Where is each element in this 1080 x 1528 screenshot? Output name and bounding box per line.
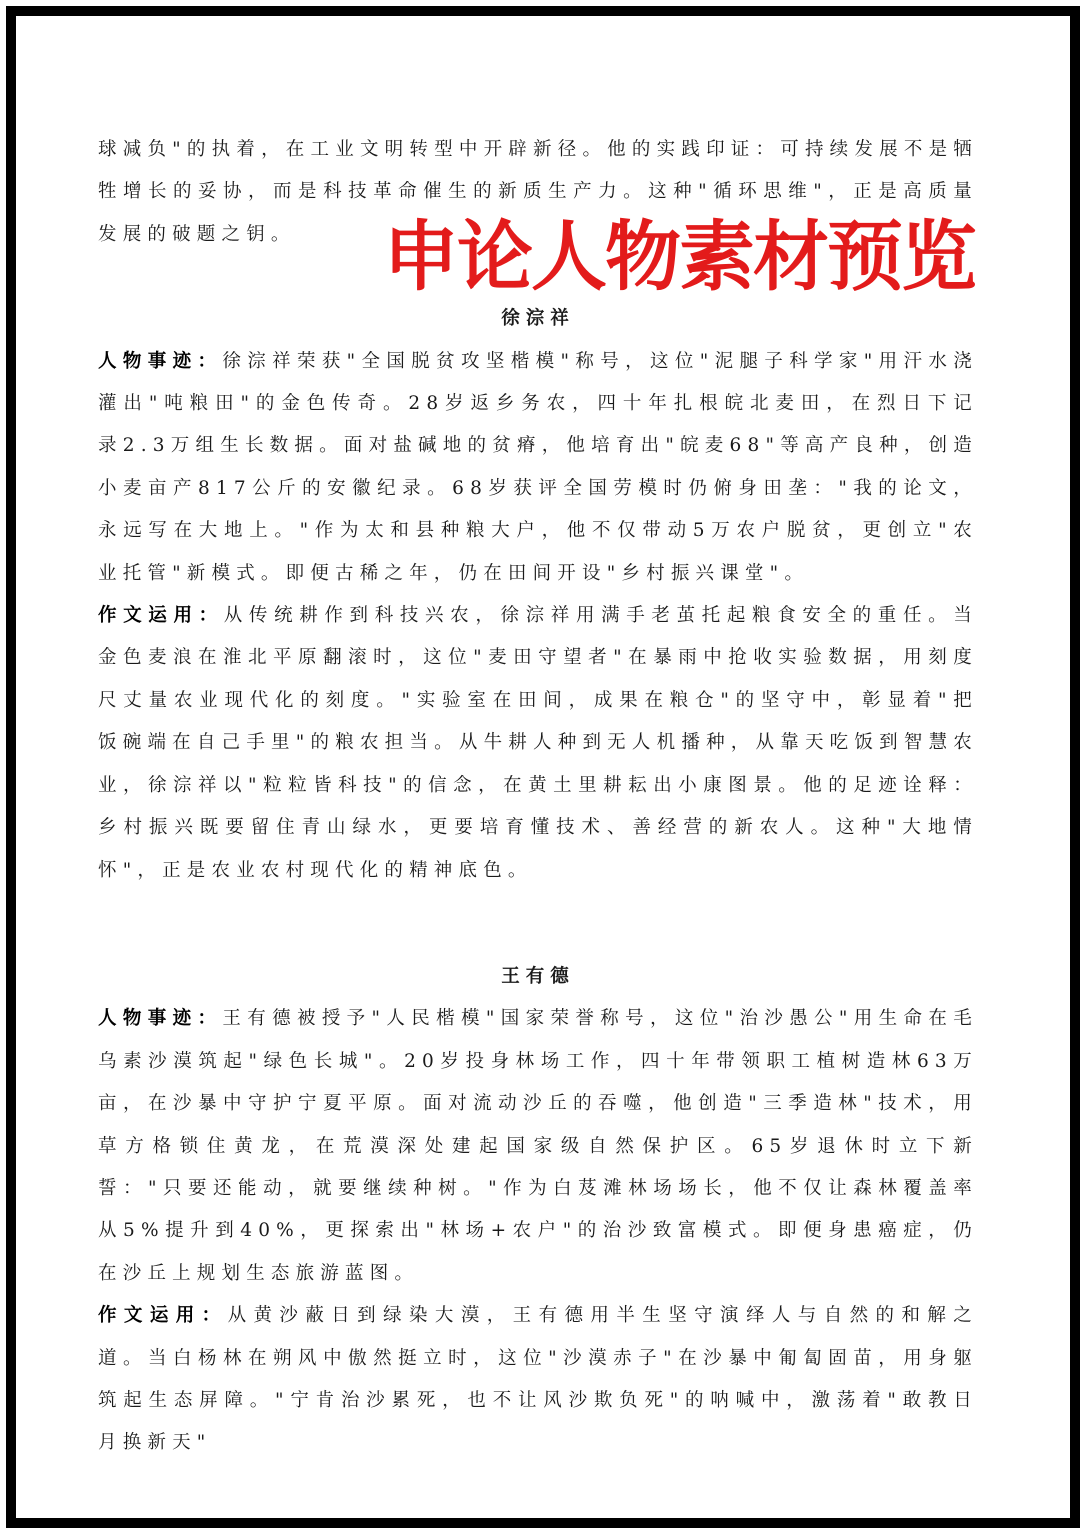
usage-label: 作文运用：: [98, 1305, 228, 1327]
usage-text: 从传统耕作到科技兴农，徐淙祥用满手老茧托起粮食安全的重任。当金色麦浪在淮北平原翻滚时，这位"麦田守望者"在暴雨中抢收实验数据，用刻度尺丈量农业现代化的刻度。"实验室在田间，成果在粮仓"的坚守中，彰显着"把饭碗端在自己手里"的粮农担当。从牛耕人种到无人机播种，从靠天吃饭到智慧农业，徐淙祥以"粒粒皆科技"的信念，在黄土里耕耘出小康图景。他的足迹诠释：乡村振兴既要留住青山绿水，更要培育懂技术、善经营的新农人。这种"大地情怀"，正是农业农村现代化的精神底色。: [98, 605, 978, 881]
deeds-label: 人物事迹：: [98, 1008, 223, 1030]
section-title-xu: 徐淙祥: [501, 308, 575, 330]
spacer: [98, 892, 978, 956]
usage-paragraph-wang: [98, 1295, 978, 1465]
deeds-text: 王有德被授予"人民楷模"国家荣誉称号，这位"治沙愚公"用生命在毛乌素沙漠筑起"绿色长城"。20岁投身林场工作，四十年带领职工植树造林63万亩，在沙暴中守护宁夏平原。面对流动沙丘的吞噬，他创造"三季造林"技术，用草方格锁住黄龙，在荒漠深处建起国家级自然保护区。65岁退休时立下新誓："只要还能动，就要继续种树。"作为白芨滩林场场长，他不仅让森林覆盖率从5%提升到40%，更探索出"林场+农户"的治沙致富模式。即便身患癌症，仍在沙丘上规划生态旅游蓝图。: [98, 1008, 978, 1284]
usage-text: 从黄沙蔽日到绿染大漠，王有德用半生坚守演绎人与自然的和解之道。当白杨林在朔风中傲然挺立时，这位"沙漠赤子"在沙暴中匍匐固苗，用身躯筑起生态屏障。"宁肯治沙累死，也不让风沙欺负死"的呐喊中，激荡着"敢教日月换新天": [98, 1305, 978, 1454]
deeds-text: 徐淙祥荣获"全国脱贫攻坚楷模"称号，这位"泥腿子科学家"用汗水浇灌出"吨粮田"的金色传奇。28岁返乡务农，四十年扎根皖北麦田，在烈日下记录2.3万组生长数据。面对盐碱地的贫瘠，他培育出"皖麦68"等高产良种，创造小麦亩产817公斤的安徽纪录。68岁获评全国劳模时仍俯身田垄："我的论文，永远写在大地上。"作为太和县种粮大户，他不仅带动5万农户脱贫，更创立"农业托管"新模式。即便古稀之年，仍在田间开设"乡村振兴课堂"。: [98, 350, 978, 584]
usage-paragraph-xu: [98, 595, 978, 892]
deeds-label: 人物事迹：: [98, 350, 223, 372]
deeds-paragraph-xu: [98, 341, 978, 595]
preview-overlay-title: 申论人物素材预览: [383, 212, 975, 301]
usage-label: 作文运用：: [98, 605, 224, 627]
section-title-wang: 王有德: [501, 965, 575, 987]
intro-paragraph: 球减负"的执着，在工业文明转型中开辟新径。他的实践印证：可持续发展不是牺牲增长的妥协，而是科技革命催生的新质生产力。这种"循环思维"，正是高质量发展的破题之钥。: [98, 139, 978, 245]
document-body: [98, 129, 978, 1465]
deeds-paragraph-wang: [98, 998, 978, 1295]
